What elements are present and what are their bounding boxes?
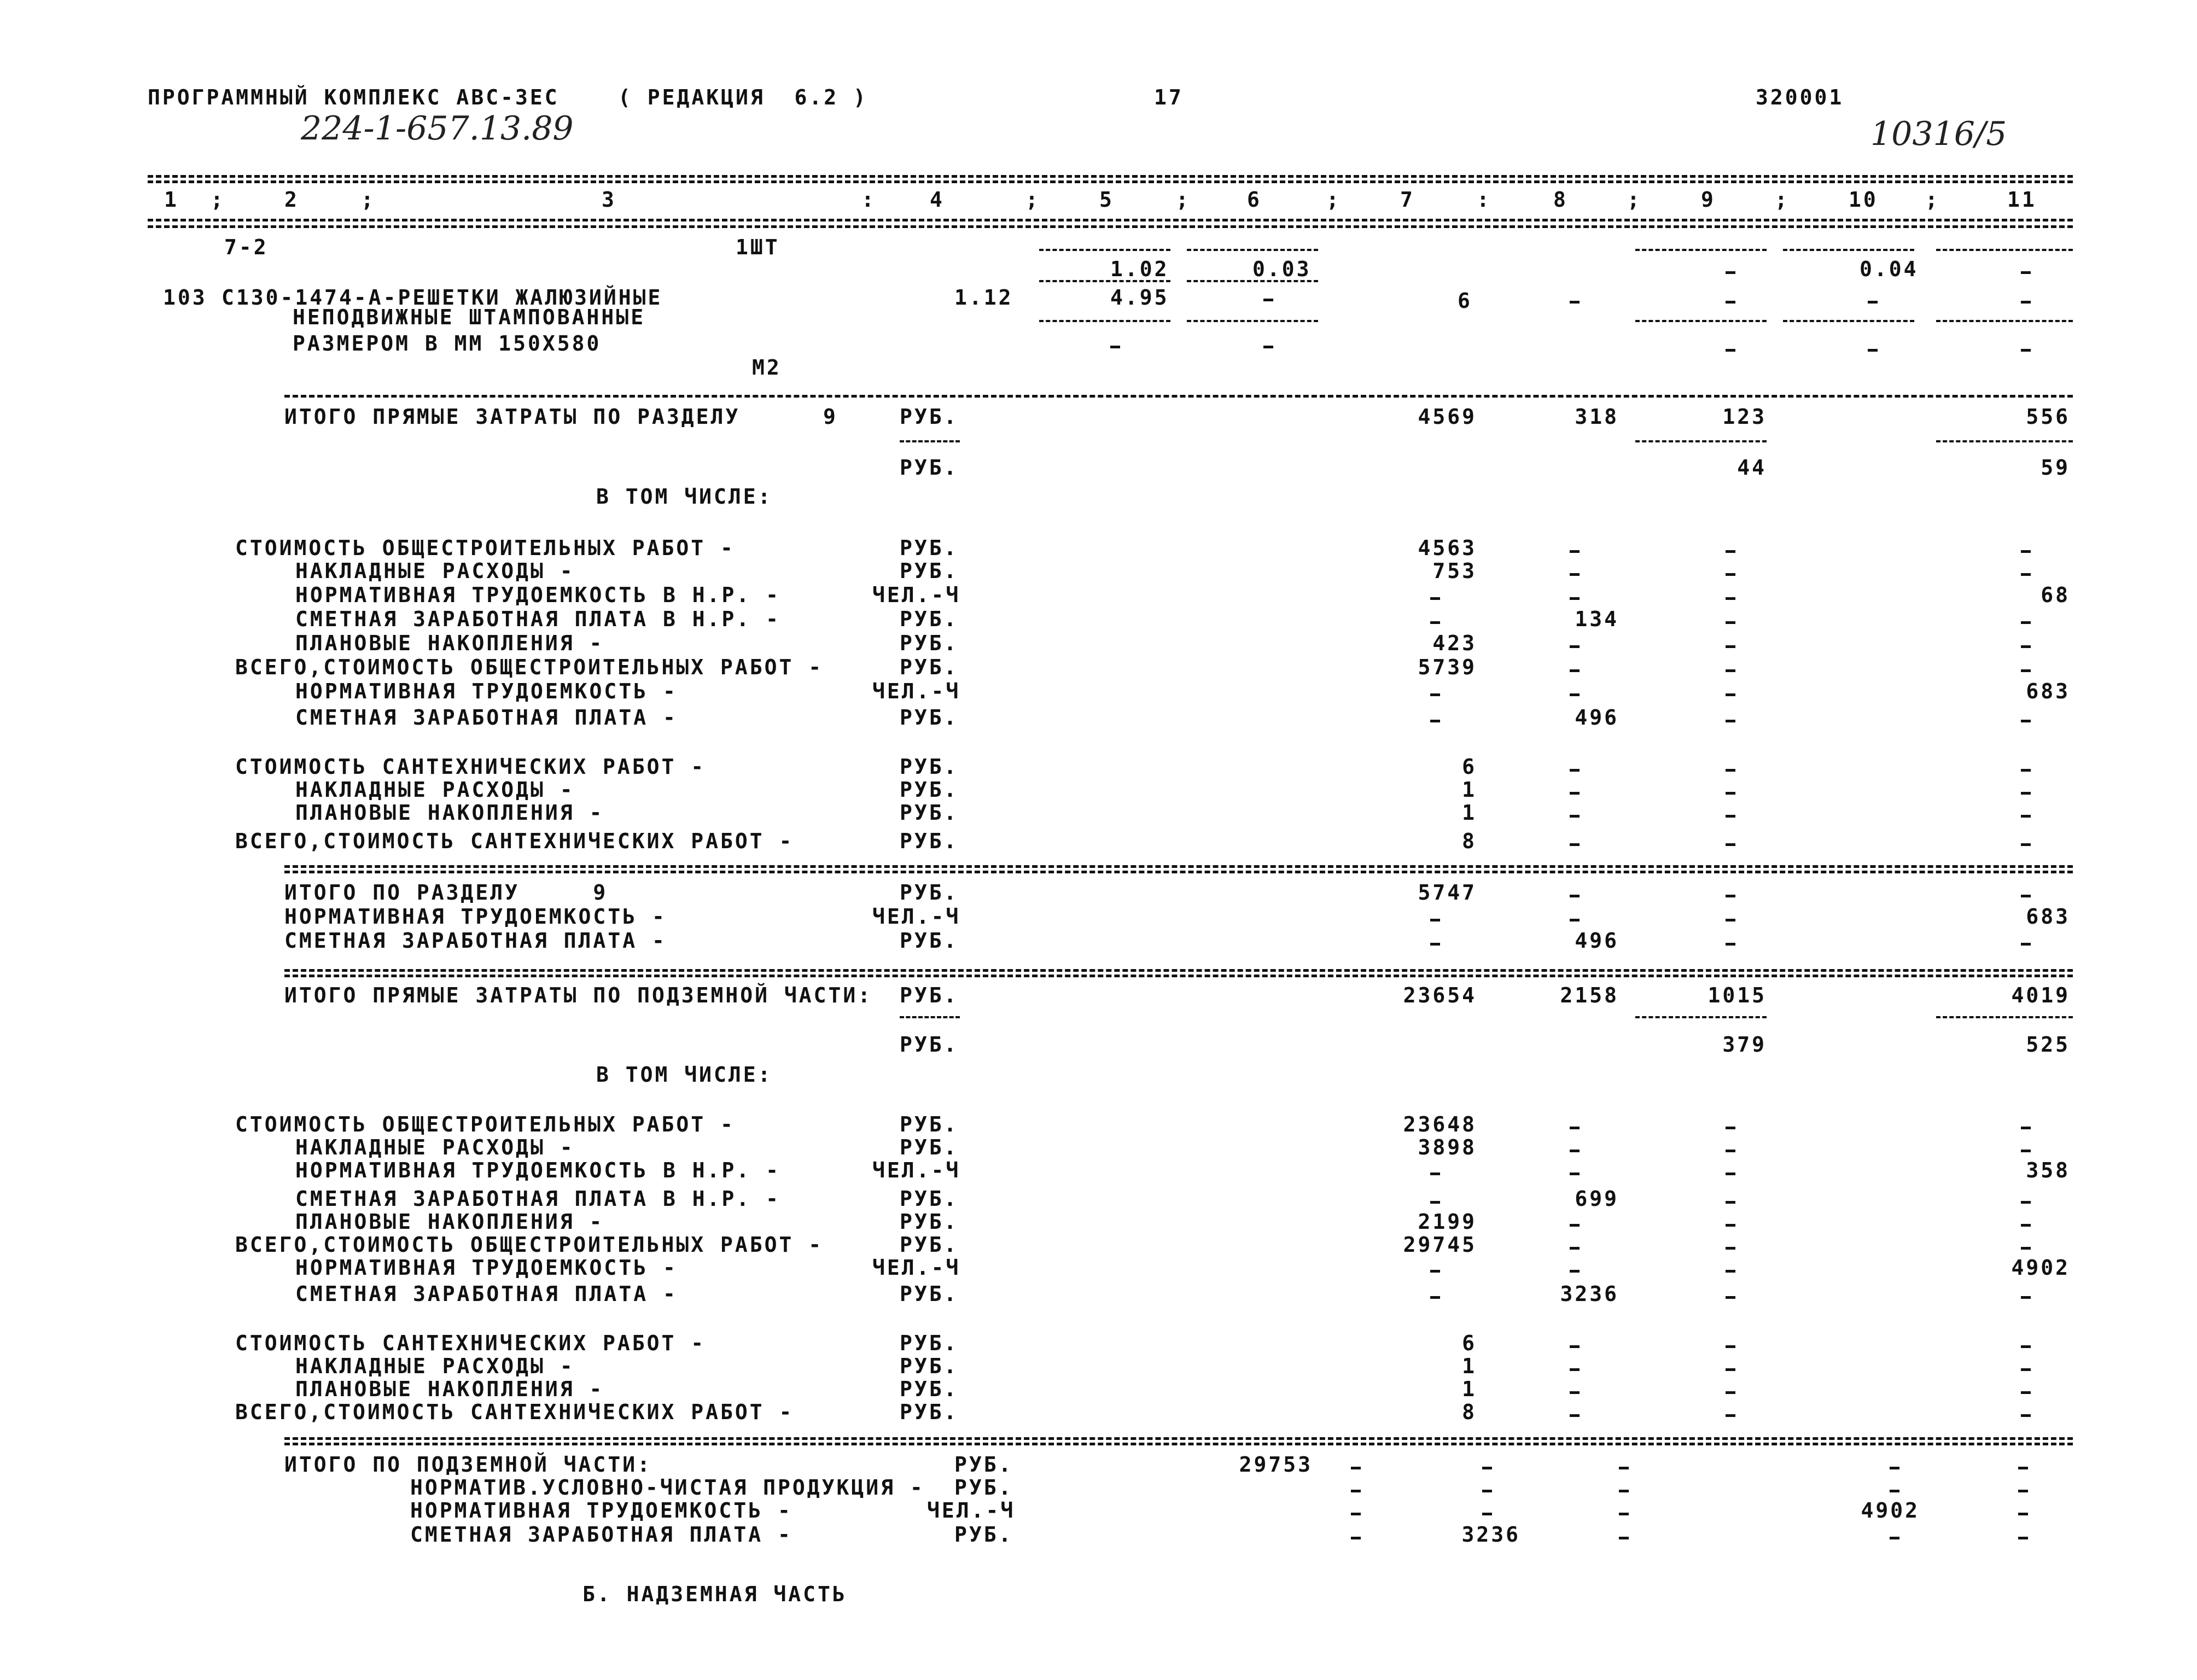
cell-rule [1635, 440, 1767, 442]
s9-total-label: СМЕТНАЯ ЗАРАБОТНАЯ ПЛАТА - [284, 929, 667, 953]
dash [1726, 1201, 1735, 1204]
dash [1726, 271, 1735, 274]
unit: РУБ. [900, 705, 959, 730]
value: 4563 [1418, 536, 1477, 560]
item-col10-top: 0.04 [1860, 257, 1919, 281]
u-row-label: НОРМАТИВНАЯ ТРУДОЕМКОСТЬ В Н.Р. - [295, 1158, 780, 1182]
unit: РУБ. [900, 1282, 959, 1306]
col-num-3: 3 [602, 188, 616, 212]
dash [1430, 597, 1440, 600]
page-number: 17 [1154, 85, 1184, 109]
unit: РУБ. [900, 929, 959, 953]
item-number: 103 [163, 285, 207, 310]
item-unit-piece: 1ШТ [736, 235, 780, 259]
cell-rule [1039, 249, 1170, 251]
dash [1351, 1537, 1361, 1539]
u-direct-c8: 2158 [1560, 983, 1619, 1007]
edition-label: ( РЕДАКЦИЯ 6.2 ) [618, 85, 868, 109]
unit: РУБ. [900, 1210, 959, 1234]
u-sant-label: ВСЕГО,СТОИМОСТЬ САНТЕХНИЧЕСКИХ РАБОТ - [235, 1400, 794, 1424]
unit: РУБ. [900, 631, 959, 655]
dash [1726, 645, 1735, 648]
program-name: ПРОГРАММНЫЙ КОМПЛЕКС АВС-ЗЕС [148, 85, 560, 109]
dash [1570, 1345, 1580, 1348]
dash [1726, 669, 1735, 672]
dash [1570, 792, 1580, 795]
col-sep: ; [1775, 188, 1790, 212]
dash [1726, 1172, 1735, 1175]
col-sep: ; [1326, 188, 1341, 212]
dash [2021, 943, 2031, 946]
unit: РУБ. [900, 880, 959, 905]
dash [1570, 769, 1580, 772]
unit: РУБ. [900, 801, 959, 825]
rule [284, 1443, 2073, 1445]
s9-direct-c7: 4569 [1418, 405, 1477, 429]
s9-direct-c9b: 44 [1737, 456, 1767, 480]
header-rule-bottom [148, 219, 2073, 221]
dash [2021, 550, 2031, 553]
dash [1570, 693, 1580, 696]
col-num-2: 2 [284, 188, 299, 212]
dash [1263, 346, 1273, 348]
rule [284, 975, 2073, 977]
u-total-sub3-value: 3236 [1461, 1522, 1520, 1547]
dash [1482, 1490, 1492, 1492]
cell-rule [1187, 320, 1318, 322]
dash [2021, 1247, 2031, 1250]
item-name: С130-1474-А-РЕШЕТКИ ЖАЛЮЗИЙНЫЕ [222, 285, 663, 310]
dash [1570, 895, 1580, 897]
value: 496 [1575, 929, 1619, 953]
unit: РУБ. [900, 1331, 959, 1355]
document-code: 320001 [1756, 85, 1844, 109]
dash [1570, 1368, 1580, 1371]
unit: РУБ. [900, 1187, 959, 1211]
unit: ЧЕЛ.-Ч [872, 679, 961, 703]
dash [2018, 1513, 2028, 1515]
value: 496 [1575, 705, 1619, 730]
dash [2021, 815, 2031, 818]
unit: РУБ. [900, 1112, 959, 1136]
item-name-line3: РАЗМЕРОМ В ММ 150Х580 [293, 331, 602, 355]
u-total-value: 29753 [1239, 1452, 1313, 1477]
dash [2021, 1368, 2031, 1371]
value: 423 [1432, 631, 1477, 655]
dash [1868, 301, 1878, 304]
value: 3236 [1560, 1282, 1619, 1306]
u-direct-c9b: 379 [1722, 1032, 1767, 1057]
dash [1726, 550, 1735, 553]
dash [1570, 1127, 1580, 1129]
unit: РУБ. [900, 1400, 959, 1424]
dash [2021, 1391, 2031, 1394]
dash [1570, 1414, 1580, 1417]
col-num-5: 5 [1099, 188, 1114, 212]
s9-row-label: СМЕТНАЯ ЗАРАБОТНАЯ ПЛАТА - [295, 705, 678, 730]
dash [1726, 1368, 1735, 1371]
dash [1570, 1391, 1580, 1394]
unit: РУБ. [900, 1354, 959, 1378]
u-row-label: НАКЛАДНЫЕ РАСХОДЫ - [295, 1135, 575, 1159]
col-num-8: 8 [1553, 188, 1568, 212]
s9-sant-label: ПЛАНОВЫЕ НАКОПЛЕНИЯ - [295, 801, 604, 825]
s9-direct-c9: 123 [1722, 405, 1767, 429]
dash [1619, 1467, 1629, 1469]
s9-direct-c8: 318 [1575, 405, 1619, 429]
value: 29745 [1403, 1233, 1477, 1257]
s9-total-label: ИТОГО ПО РАЗДЕЛУ 9 [284, 880, 608, 905]
cell-rule [1783, 249, 1914, 251]
dash [1726, 843, 1735, 846]
dash [2021, 769, 2031, 772]
value: 5747 [1418, 880, 1477, 905]
dash [1263, 299, 1273, 301]
s9-direct-unit: РУБ. [900, 405, 959, 429]
u-total-sub1-unit: РУБ. [954, 1475, 1013, 1500]
dash [1570, 301, 1580, 304]
dash [1570, 573, 1580, 576]
col-sep: ; [361, 188, 376, 212]
next-section-heading: Б. НАДЗЕМНАЯ ЧАСТЬ [582, 1582, 847, 1606]
dash [1726, 943, 1735, 946]
u-total-sub2-value: 4902 [1861, 1498, 1920, 1522]
dash [1570, 843, 1580, 846]
handwritten-project-number: 224-1-657.13.89 [301, 109, 574, 148]
item-col4: 1.12 [954, 285, 1013, 310]
dash [2021, 271, 2031, 274]
value: 1 [1462, 1354, 1477, 1378]
col-sep: ; [1925, 188, 1940, 212]
dash [1726, 895, 1735, 897]
s9-row-label: СТОИМОСТЬ ОБЩЕСТРОИТЕЛЬНЫХ РАБОТ - [235, 536, 735, 560]
rule [284, 871, 2073, 873]
value: 699 [1575, 1187, 1619, 1211]
unit: РУБ. [900, 755, 959, 779]
cell-rule [1936, 249, 2073, 251]
col-num-10: 10 [1849, 188, 1878, 212]
u-direct-c11: 4019 [2011, 983, 2070, 1007]
header-rule-bottom-2 [148, 225, 2073, 228]
value: 6 [1462, 755, 1477, 779]
col-sep: : [1477, 188, 1491, 212]
u-sant-label: СТОИМОСТЬ САНТЕХНИЧЕСКИХ РАБОТ - [235, 1331, 706, 1355]
value: 134 [1575, 607, 1619, 631]
dash [1430, 1172, 1440, 1175]
dash [1726, 1247, 1735, 1250]
col-sep: ; [1025, 188, 1040, 212]
dash [1570, 645, 1580, 648]
u-direct-unit: РУБ. [900, 983, 959, 1007]
cell-rule [1936, 440, 2073, 442]
dash [2021, 1224, 2031, 1227]
dash [1430, 693, 1440, 696]
cell-rule [1783, 320, 1914, 322]
dash [1570, 1150, 1580, 1152]
dash [2021, 1345, 2031, 1348]
dash [1890, 1467, 1899, 1469]
s9-row-label: СМЕТНАЯ ЗАРАБОТНАЯ ПЛАТА В Н.Р. - [295, 607, 780, 631]
dash [2021, 573, 2031, 576]
rule [284, 969, 2073, 972]
dash [1726, 792, 1735, 795]
dash [1570, 1247, 1580, 1250]
dash [2021, 301, 2031, 304]
dash [1430, 1296, 1440, 1299]
s9-direct-label: ИТОГО ПРЯМЫЕ ЗАТРАТЫ ПО РАЗДЕЛУ [284, 405, 741, 429]
dash [1726, 573, 1735, 576]
dash [1482, 1513, 1492, 1515]
u-direct-c9: 1015 [1708, 983, 1767, 1007]
dash [1570, 919, 1580, 921]
dash [1430, 919, 1440, 921]
cell-rule [1635, 249, 1767, 251]
dash [1351, 1513, 1361, 1515]
value: 4902 [2011, 1256, 2070, 1280]
dash [1570, 815, 1580, 818]
dash [1726, 1127, 1735, 1129]
s9-row-label: НАКЛАДНЫЕ РАСХОДЫ - [295, 559, 575, 583]
value: 683 [2026, 679, 2070, 703]
value: 5739 [1418, 655, 1477, 679]
cell-rule [1039, 280, 1170, 282]
dash [1726, 1224, 1735, 1227]
dash [2018, 1490, 2028, 1492]
dash [1570, 597, 1580, 600]
s9-total-label: НОРМАТИВНАЯ ТРУДОЕМКОСТЬ - [284, 905, 667, 929]
dash [1570, 1270, 1580, 1273]
cell-rule [900, 1016, 960, 1018]
dash [1351, 1467, 1361, 1469]
s9-direct-c11b: 59 [2041, 456, 2070, 480]
dash [2021, 720, 2031, 722]
cell-rule [1635, 320, 1767, 322]
cell-rule [1936, 1016, 2073, 1018]
col-sep: ; [1627, 188, 1642, 212]
dash [1868, 349, 1878, 352]
unit: ЧЕЛ.-Ч [872, 1256, 961, 1280]
u-total-sub1: НОРМАТИВ.УСЛОВНО-ЧИСТАЯ ПРОДУКЦИЯ - [410, 1475, 925, 1500]
col-sep: ; [1176, 188, 1191, 212]
dash [1619, 1490, 1629, 1492]
dash [1726, 597, 1735, 600]
handwritten-sheet-number: 10316/5 [1870, 115, 2007, 153]
s9-sant-label: ВСЕГО,СТОИМОСТЬ САНТЕХНИЧЕСКИХ РАБОТ - [235, 829, 794, 853]
dash [1726, 1414, 1735, 1417]
header-rule-top [148, 175, 2073, 178]
dash [1726, 1150, 1735, 1152]
u-sant-label: ПЛАНОВЫЕ НАКОПЛЕНИЯ - [295, 1377, 604, 1401]
dash [1619, 1537, 1629, 1539]
rule [284, 865, 2073, 868]
u-row-label: СТОИМОСТЬ ОБЩЕСТРОИТЕЛЬНЫХ РАБОТ - [235, 1112, 735, 1136]
u-direct-unit2: РУБ. [900, 1032, 959, 1057]
value: 8 [1462, 1400, 1477, 1424]
s9-including-heading: В ТОМ ЧИСЛЕ: [596, 485, 773, 509]
dash [1430, 720, 1440, 722]
col-sep: : [861, 188, 876, 212]
dash [2021, 669, 2031, 672]
dash [1570, 1224, 1580, 1227]
col-sep: ; [211, 188, 225, 212]
dash [2021, 1296, 2031, 1299]
cell-rule [1039, 320, 1170, 322]
dash [1351, 1490, 1361, 1492]
unit: РУБ. [900, 1135, 959, 1159]
u-row-label: СМЕТНАЯ ЗАРАБОТНАЯ ПЛАТА В Н.Р. - [295, 1187, 780, 1211]
s9-row-label: ПЛАНОВЫЕ НАКОПЛЕНИЯ - [295, 631, 604, 655]
value: 753 [1432, 559, 1477, 583]
s9-direct-c11: 556 [2026, 405, 2070, 429]
dash [2021, 1201, 2031, 1204]
u-row-label: СМЕТНАЯ ЗАРАБОТНАЯ ПЛАТА - [295, 1282, 678, 1306]
dash [1110, 346, 1120, 348]
dash [2021, 645, 2031, 648]
dash [1430, 1270, 1440, 1273]
col-num-11: 11 [2007, 188, 2037, 212]
unit: РУБ. [900, 1377, 959, 1401]
dash [1726, 301, 1735, 304]
item-col7: 6 [1458, 289, 1472, 313]
unit: РУБ. [900, 1233, 959, 1257]
unit: РУБ. [900, 829, 959, 853]
u-including-heading: В ТОМ ЧИСЛЕ: [596, 1063, 773, 1087]
s9-row-label: НОРМАТИВНАЯ ТРУДОЕМКОСТЬ В Н.Р. - [295, 583, 780, 607]
u-row-label: ПЛАНОВЫЕ НАКОПЛЕНИЯ - [295, 1210, 604, 1234]
dash [2021, 349, 2031, 352]
value: 1 [1462, 1377, 1477, 1401]
u-total-sub3: СМЕТНАЯ ЗАРАБОТНАЯ ПЛАТА - [410, 1522, 792, 1547]
u-total-label: ИТОГО ПО ПОДЗЕМНОЙ ЧАСТИ: [284, 1452, 652, 1477]
u-row-label: НОРМАТИВНАЯ ТРУДОЕМКОСТЬ - [295, 1256, 678, 1280]
item-ref: 7-2 [224, 235, 269, 259]
dash [1726, 919, 1735, 921]
header-rule-top-2 [148, 180, 2073, 183]
item-unit-m2: М2 [752, 355, 782, 380]
s9-row-label: ВСЕГО,СТОИМОСТЬ ОБЩЕСТРОИТЕЛЬНЫХ РАБОТ - [235, 655, 824, 679]
dash [1890, 1537, 1899, 1539]
unit: РУБ. [900, 655, 959, 679]
cell-rule [1635, 1016, 1767, 1018]
value: 68 [2041, 583, 2070, 607]
item-col5-mid: 4.95 [1110, 285, 1169, 310]
u-row-label: ВСЕГО,СТОИМОСТЬ ОБЩЕСТРОИТЕЛЬНЫХ РАБОТ - [235, 1233, 824, 1257]
s9-row-label: НОРМАТИВНАЯ ТРУДОЕМКОСТЬ - [295, 679, 678, 703]
value: 1 [1462, 778, 1477, 802]
value: 3898 [1418, 1135, 1477, 1159]
u-total-sub3-unit: РУБ. [954, 1522, 1013, 1547]
col-num-1: 1 [164, 188, 179, 212]
item-col6-top: 0.03 [1252, 257, 1312, 281]
value: 358 [2026, 1158, 2070, 1182]
dash [1430, 1201, 1440, 1204]
unit: ЧЕЛ.-Ч [872, 1158, 961, 1182]
cell-rule [1187, 249, 1318, 251]
u-sant-label: НАКЛАДНЫЕ РАСХОДЫ - [295, 1354, 575, 1378]
dash [2021, 1150, 2031, 1152]
col-num-4: 4 [930, 188, 945, 212]
col-num-6: 6 [1247, 188, 1262, 212]
unit: РУБ. [900, 559, 959, 583]
unit: ЧЕЛ.-Ч [872, 583, 961, 607]
value: 683 [2026, 905, 2070, 929]
dash [2018, 1467, 2028, 1469]
dash [1430, 621, 1440, 624]
dash [1430, 943, 1440, 946]
dash [1570, 1172, 1580, 1175]
dash [2021, 792, 2031, 795]
cell-rule [1936, 320, 2073, 322]
dash [1726, 720, 1735, 722]
s9-direct-num: 9 [823, 405, 838, 429]
dash [1726, 693, 1735, 696]
dash [1726, 1391, 1735, 1394]
value: 2199 [1418, 1210, 1477, 1234]
dash [1726, 621, 1735, 624]
dash [2021, 621, 2031, 624]
unit: РУБ. [900, 536, 959, 560]
rule [284, 395, 2073, 398]
dash [1482, 1467, 1492, 1469]
unit: РУБ. [900, 778, 959, 802]
value: 8 [1462, 829, 1477, 853]
unit: ЧЕЛ.-Ч [872, 905, 961, 929]
dash [1726, 1270, 1735, 1273]
value: 23648 [1403, 1112, 1477, 1136]
dash [1570, 550, 1580, 553]
rule [284, 1437, 2073, 1440]
u-direct-label: ИТОГО ПРЯМЫЕ ЗАТРАТЫ ПО ПОДЗЕМНОЙ ЧАСТИ: [284, 983, 873, 1007]
dash [1726, 1345, 1735, 1348]
dash [1726, 769, 1735, 772]
dash [1570, 669, 1580, 672]
dash [2021, 895, 2031, 897]
u-direct-c11b: 525 [2026, 1032, 2070, 1057]
u-total-unit: РУБ. [954, 1452, 1013, 1477]
dash [1890, 1490, 1899, 1492]
u-total-sub2: НОРМАТИВНАЯ ТРУДОЕМКОСТЬ - [410, 1498, 792, 1522]
dash [2021, 843, 2031, 846]
unit: РУБ. [900, 607, 959, 631]
value: 1 [1462, 801, 1477, 825]
u-direct-c7: 23654 [1403, 983, 1477, 1007]
item-col5-top: 1.02 [1110, 257, 1169, 281]
col-num-7: 7 [1400, 188, 1415, 212]
dash [1619, 1513, 1629, 1515]
cell-rule [1187, 280, 1318, 282]
dash [2021, 1414, 2031, 1417]
col-num-9: 9 [1701, 188, 1716, 212]
s9-sant-label: НАКЛАДНЫЕ РАСХОДЫ - [295, 778, 575, 802]
s9-sant-label: СТОИМОСТЬ САНТЕХНИЧЕСКИХ РАБОТ - [235, 755, 706, 779]
value: 6 [1462, 1331, 1477, 1355]
dash [1726, 349, 1735, 352]
dash [1726, 1296, 1735, 1299]
u-total-sub2-unit: ЧЕЛ.-Ч [927, 1498, 1016, 1522]
s9-direct-unit2: РУБ. [900, 456, 959, 480]
dash [1726, 815, 1735, 818]
item-name-line2: НЕПОДВИЖНЫЕ ШТАМПОВАННЫЕ [293, 305, 646, 329]
dash [2018, 1537, 2028, 1539]
dash [2021, 1127, 2031, 1129]
cell-rule [900, 440, 960, 442]
